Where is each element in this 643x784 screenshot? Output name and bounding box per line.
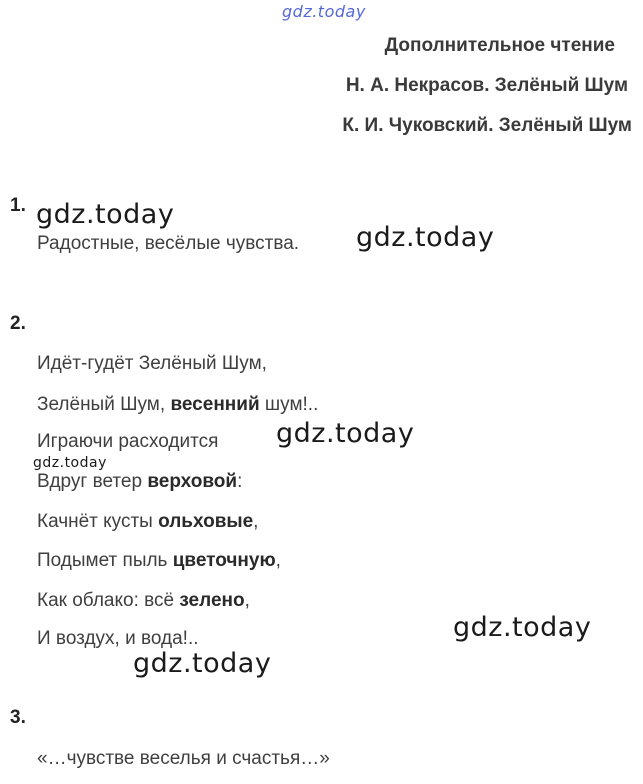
poem-line-5: Качнёт кусты ольховые, — [37, 511, 259, 532]
poem-line-4: Вдруг ветер верховой: — [37, 471, 243, 492]
watermark-5: gdz.today — [133, 648, 272, 679]
watermark-top: gdz.today — [282, 2, 366, 21]
question-number-1: 1. — [10, 195, 26, 216]
question-number-3: 3. — [10, 707, 26, 728]
watermark-1: gdz.today — [36, 199, 175, 230]
poem-line-2: Зелёный Шум, весенний шум!.. — [37, 394, 319, 415]
poem-line-3: Играючи расходится — [37, 431, 219, 452]
watermark-4: gdz.today — [453, 612, 592, 643]
poem-line-7: Как облако: всё зелено, — [37, 590, 250, 611]
work-title-nekrasov: Н. А. Некрасов. Зелёный Шум — [345, 75, 628, 96]
watermark-2: gdz.today — [356, 222, 495, 253]
poem-line-6: Подымет пыль цветочную, — [37, 550, 281, 571]
poem-line-1: Идёт-гудёт Зелёный Шум, — [37, 353, 267, 374]
work-title-chukovsky: К. И. Чуковский. Зелёный Шум — [342, 115, 632, 136]
answer-1: Радостные, весёлые чувства. — [37, 233, 300, 254]
poem-line-8: И воздух, и вода!.. — [37, 628, 199, 649]
question-number-2: 2. — [10, 313, 26, 334]
answer-3: «…чувстве веселья и счастья…» — [37, 748, 330, 769]
watermark-small: gdz.today — [33, 455, 107, 471]
section-title: Дополнительное чтение — [384, 35, 615, 56]
watermark-3: gdz.today — [276, 418, 415, 449]
